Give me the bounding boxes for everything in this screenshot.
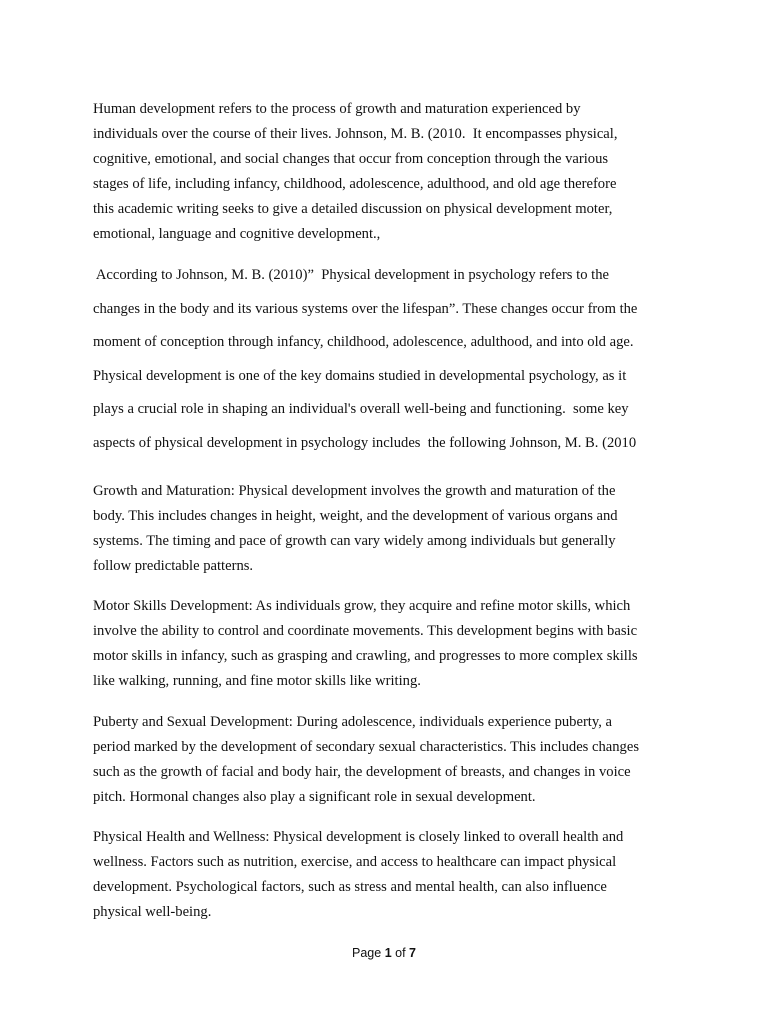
paragraph-physical-development-definition: [93, 259, 637, 460]
page-label: Page: [352, 946, 385, 960]
text-line: emotional, language and cognitive development.,: [93, 226, 381, 242]
text-line: moment of conception through infancy, childhood, adolescence, adulthood, and into old age.: [93, 334, 634, 350]
text-line: Growth and Maturation: Physical development involves the growth and maturation of the: [93, 483, 616, 499]
text-line: Motor Skills Development: As individuals grow, they acquire and refine motor skills, which: [93, 598, 631, 614]
text-line: period marked by the development of secondary sexual characteristics. This includes changes: [93, 739, 639, 755]
text-line: such as the growth of facial and body hair, the development of breasts, and changes in voice: [93, 764, 631, 780]
text-line: cognitive, emotional, and social changes that occur from conception through the various: [93, 151, 609, 167]
text-line: According to Johnson, M. B. (2010)” Physical development in psychology refers to the: [93, 267, 609, 283]
text-line: aspects of physical development in psychology includes the following Johnson, M. B. (2010: [93, 434, 637, 451]
paragraph-introduction: [93, 97, 617, 247]
text-line: pitch. Hormonal changes also play a significant role in sexual development.: [93, 789, 536, 805]
page-of-label: of: [391, 946, 410, 960]
text-line: plays a crucial role in shaping an individual's overall well-being and functioning. some key: [93, 401, 629, 417]
page-number-footer: [0, 946, 768, 960]
text-line: Physical development is one of the key domains studied in developmental psychology, as it: [93, 367, 627, 384]
text-line: Physical Health and Wellness: Physical development is closely linked to overall health and: [93, 829, 624, 845]
text-line: body. This includes changes in height, weight, and the development of various organs and: [93, 508, 618, 524]
current-page-number: 1: [384, 946, 392, 960]
paragraph-growth-and-maturation: [93, 479, 618, 579]
text-line: involve the ability to control and coordinate movements. This development begins with basic: [93, 623, 638, 639]
text-line: changes in the body and its various systems over the lifespan”. These changes occur from the: [93, 300, 638, 317]
text-line: development. Psychological factors, such as stress and mental health, can also influence: [93, 879, 607, 895]
text-line: Human development refers to the process of growth and maturation experienced by: [93, 101, 581, 117]
text-line: physical well-being.: [93, 904, 212, 920]
paragraph-motor-skills: [93, 594, 638, 694]
text-line: motor skills in infancy, such as grasping and crawling, and progresses to more complex skills: [93, 648, 638, 664]
text-line: wellness. Factors such as nutrition, exercise, and access to healthcare can impact physical: [93, 854, 617, 870]
text-line: this academic writing seeks to give a detailed discussion on physical development moter,: [93, 201, 613, 217]
text-line: individuals over the course of their lives. Johnson, M. B. (2010. It encompasses physical,: [93, 126, 618, 142]
text-line: Puberty and Sexual Development: During adolescence, individuals experience puberty, a: [93, 714, 612, 730]
paragraph-health-and-wellness: [93, 825, 623, 925]
total-page-count: 7: [409, 946, 416, 960]
paragraph-puberty: [93, 710, 639, 810]
text-line: follow predictable patterns.: [93, 558, 254, 574]
text-line: like walking, running, and fine motor skills like writing.: [93, 673, 421, 689]
text-line: stages of life, including infancy, childhood, adolescence, adulthood, and old age therefore: [93, 176, 617, 192]
text-line: systems. The timing and pace of growth can vary widely among individuals but generally: [93, 533, 616, 549]
